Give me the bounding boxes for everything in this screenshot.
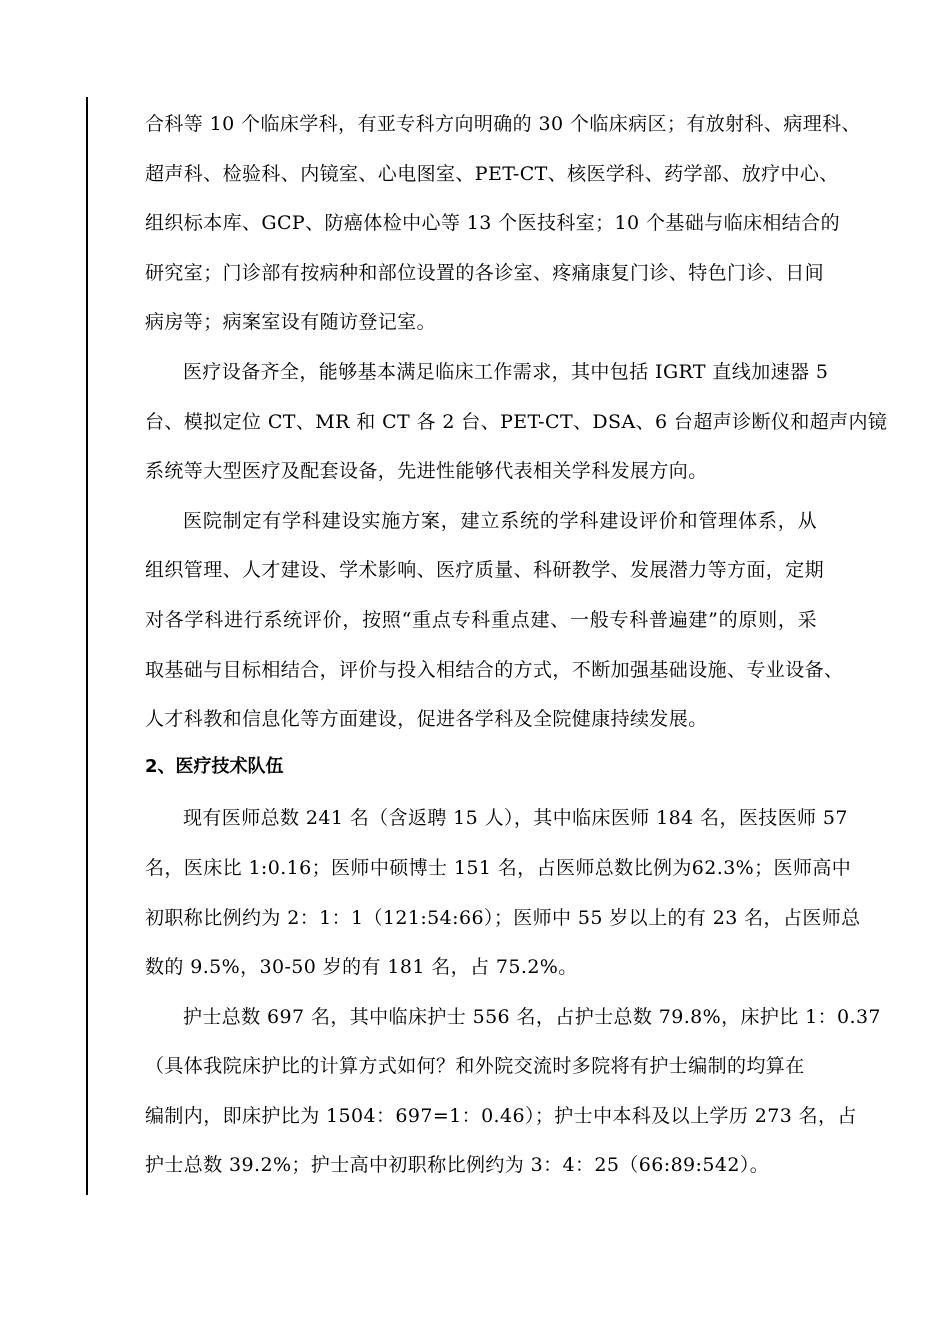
text-line: 医院制定有学科建设实施方案，建立系统的学科建设评价和管理体系，从	[183, 509, 817, 532]
text-line: 台、模拟定位 CT、MR 和 CT 各 2 台、PET-CT、DSA、6 台超声诊断仪和超声内镜	[145, 410, 888, 433]
text-line: 取基础与目标相结合，评价与投入相结合的方式，不断加强基础设施、专业设备、	[145, 658, 844, 681]
text-line: 合科等 10 个临床学科，有亚专科方向明确的 30 个临床病区；有放射科、病理科、	[145, 113, 861, 135]
text-line: 名，医床比 1:0.16；医师中硕博士 151 名，占医师总数比例为62.3%；医师高中	[145, 856, 852, 879]
text-line: 医疗设备齐全，能够基本满足临床工作需求，其中包括 IGRT 直线加速器 5	[183, 360, 829, 383]
text-line: 护士总数 39.2%；护士高中初职称比例约为 3：4：25（66:89:542）。	[145, 1154, 770, 1177]
section-heading: 2、医疗技术队伍	[145, 755, 284, 777]
text-line: 初职称比例约为 2：1：1（121:54:66）；医师中 55 岁以上的有 23 名，占医师总	[145, 906, 861, 929]
text-line: 组织标本库、GCP、防癌体检中心等 13 个医技科室；10 个基础与临床相结合的	[145, 212, 840, 235]
text-line: 研究室；门诊部有按病种和部位设置的各诊室、疼痛康复门诊、特色门诊、日间	[145, 261, 825, 284]
text-line: 病房等；病案室设有随访登记室。	[145, 311, 437, 334]
text-line: 组织管理、人才建设、学术影响、医疗质量、科研教学、发展潜力等方面，定期	[145, 559, 825, 582]
paragraph-equipment	[145, 352, 888, 501]
paragraph-nurses	[145, 997, 881, 1195]
left-margin-rule	[86, 97, 88, 1195]
document-body	[145, 104, 888, 1195]
text-line: 编制内，即床护比为 1504：697=1：0.46）；护士中本科及以上学历 273 名，占	[145, 1104, 857, 1127]
paragraph-discipline-building	[145, 501, 844, 749]
text-line: 人才科教和信息化等方面建设，促进各学科及全院健康持续发展。	[145, 708, 708, 731]
paragraph-disciplines	[145, 104, 861, 352]
text-line: 系统等大型医疗及配套设备，先进性能够代表相关学科发展方向。	[145, 460, 708, 483]
paragraph-physicians	[145, 798, 861, 996]
text-line: 数的 9.5%，30-50 岁的有 181 名，占 75.2%。	[145, 956, 578, 979]
text-line: 对各学科进行系统评价，按照“重点专科重点建、一般专科普遍建”的原则，采	[145, 608, 817, 631]
text-line: 护士总数 697 名，其中临床护士 556 名，占护士总数 79.8%，床护比 1：0.37	[183, 1005, 881, 1028]
text-line: 超声科、检验科、内镜室、心电图室、PET-CT、核医学科、药学部、放疗中心、	[145, 162, 839, 185]
text-line: 现有医师总数 241 名（含返聘 15 人），其中临床医师 184 名，医技医师 57	[183, 807, 848, 830]
text-line: （具体我院床护比的计算方式如何？和外院交流时多院将有护士编制的均算在	[145, 1055, 805, 1078]
